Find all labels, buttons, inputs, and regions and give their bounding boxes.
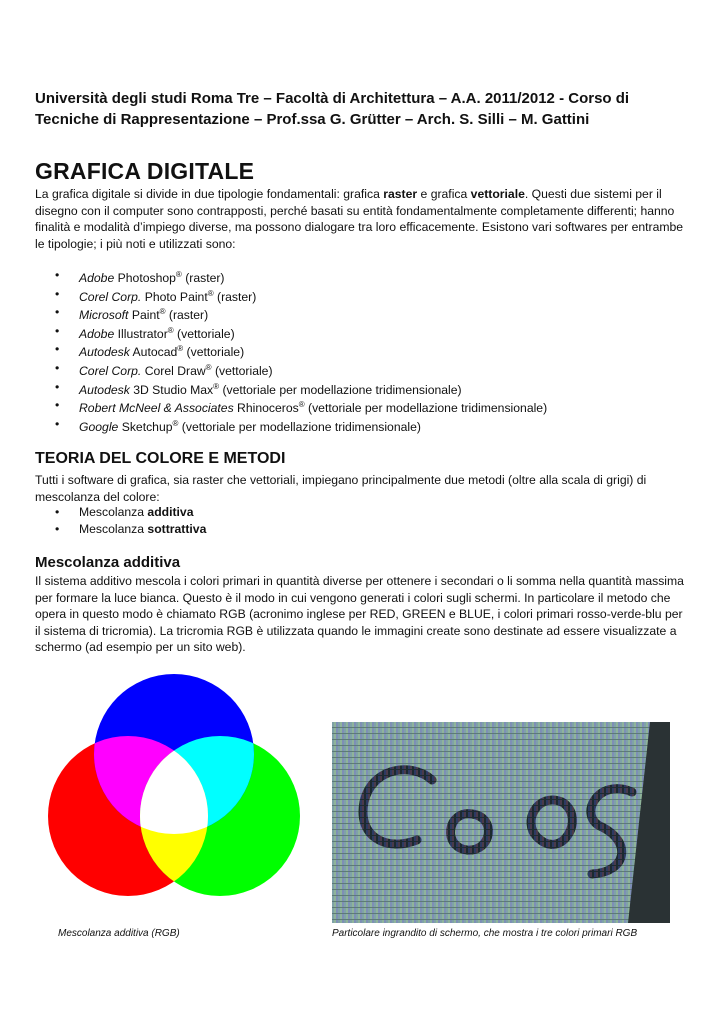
registered-mark: ® <box>207 288 214 298</box>
header-line-2: Tecniche di Rappresentazione – Prof.ssa G. Grütter – Arch. S. Silli – M. Gattini <box>35 111 590 128</box>
header-line-1: Università degli studi Roma Tre – Facoltà di Architettura – A.A. 2011/2012 - Corso di <box>35 90 630 107</box>
software-type: (raster) <box>181 271 225 286</box>
intro-text-1: La grafica digitale si divide in due tipologie fondamentali: grafica <box>35 187 384 201</box>
intro-text-2: e grafica <box>417 187 471 201</box>
list-item <box>35 266 685 285</box>
intro-text-3: . Questi due sistemi per il disegno con il computer sono contrapposti, perché basati su entità fondamentalmente completamente differenti; hanno finalità e modalità d’impiego diverse, ma possono dialogare tra loro efficacemente. Esistono vari softwares per entrambe le tipologie; i più noti e utilizzati sono: <box>35 187 684 251</box>
bullet-icon: • <box>55 505 60 519</box>
list-item <box>35 396 685 415</box>
bullet-icon: • <box>55 286 60 301</box>
software-type: (vettoriale per modellazione tridimensionale) <box>178 419 421 434</box>
software-brand: Adobe <box>79 271 115 286</box>
screen-pixels-photo <box>332 722 670 923</box>
bullet-icon: • <box>55 416 60 431</box>
software-brand: Robert McNeel & Associates <box>79 401 234 416</box>
software-name: Illustrator <box>114 326 168 341</box>
list-item <box>35 322 685 341</box>
software-name: Photoshop <box>114 271 176 286</box>
software-list <box>35 266 685 433</box>
software-name: 3D Studio Max <box>129 382 214 397</box>
software-type: (raster) <box>213 289 257 304</box>
registered-mark: ® <box>205 362 212 372</box>
bullet-icon: • <box>55 342 60 357</box>
bullet-icon: • <box>55 522 60 536</box>
intro-bold-vettoriale: vettoriale <box>470 187 525 201</box>
bullet-icon: • <box>55 305 60 320</box>
list-item <box>35 415 685 434</box>
software-brand: Autodesk <box>79 382 130 397</box>
section-heading-additiva: Mescolanza additiva <box>35 554 181 571</box>
intro-paragraph <box>35 186 685 252</box>
registered-mark: ® <box>213 381 220 391</box>
bullet-icon: • <box>55 398 60 413</box>
software-name: Paint <box>128 308 160 323</box>
software-brand: Microsoft <box>79 308 129 323</box>
list-item <box>35 340 685 359</box>
list-item <box>35 359 685 378</box>
bullet-icon: • <box>55 360 60 375</box>
registered-mark: ® <box>167 325 174 335</box>
bullet-icon: • <box>55 268 60 282</box>
metodi-list <box>35 504 685 538</box>
software-type: (vettoriale per modellazione tridimensionale) <box>219 382 462 397</box>
software-brand: Google <box>79 419 119 434</box>
rgb-venn-diagram <box>48 674 300 918</box>
list-item <box>35 285 685 304</box>
software-brand: Autodesk <box>79 345 130 360</box>
list-item <box>35 303 685 322</box>
list-item <box>35 378 685 397</box>
item-bold: sottrattiva <box>147 522 207 536</box>
software-name: Corel Draw <box>141 364 206 379</box>
item-prefix: Mescolanza <box>79 505 148 519</box>
bullet-icon: • <box>55 323 60 338</box>
software-brand: Adobe <box>79 326 115 341</box>
software-type: (vettoriale per modellazione tridimensionale) <box>304 401 548 416</box>
registered-mark: ® <box>172 418 179 428</box>
software-name: Photo Paint <box>141 289 208 304</box>
registered-mark: ® <box>175 270 182 279</box>
section-heading-teoria: TEORIA DEL COLORE E METODI <box>35 450 286 467</box>
software-type: (vettoriale) <box>211 364 273 379</box>
course-header <box>35 88 690 130</box>
additiva-paragraph: Il sistema additivo mescola i colori primari in quantità diverse per ottenere i secondari o li somma nella quantità massima per formare la luce bianca. Questo è il modo in cui vengono generati i colori sugli schermi. In particolare il metodo che opera in questo modo è chiamato RGB (acronimo inglese per RED, GREEN e BLUE, i colori primari rosso-verde-blu per il sistema di tricromia). La tricromia RGB è utilizzata quando le immagini create sono destinate ad essere visualizzate a schermo (ad esempio per un sito web). <box>35 574 684 655</box>
software-name: Autocad <box>129 345 178 360</box>
teoria-paragraph: Tutti i software di grafica, sia raster che vettoriali, impiegano principalmente due metodi (oltre alla scala di grigi) di mescolanza del colore: <box>35 473 647 504</box>
software-type: (raster) <box>165 308 209 323</box>
software-name: Rhinoceros <box>233 401 299 416</box>
caption-right: Particolare ingrandito di schermo, che mostra i tre colori primari RGB <box>332 928 638 939</box>
pixel-grid <box>332 722 670 923</box>
intro-bold-raster: raster <box>383 187 418 201</box>
caption-left: Mescolanza additiva (RGB) <box>58 928 180 939</box>
list-item <box>35 521 685 538</box>
registered-mark: ® <box>159 307 166 317</box>
list-item <box>35 504 685 521</box>
page-title: GRAFICA DIGITALE <box>35 158 255 184</box>
software-name: Sketchup <box>118 419 173 434</box>
registered-mark: ® <box>177 344 184 354</box>
item-bold: additiva <box>147 505 194 519</box>
item-prefix: Mescolanza <box>79 522 148 536</box>
software-brand: Corel Corp. <box>79 289 142 304</box>
software-brand: Corel Corp. <box>79 364 142 379</box>
software-type: (vettoriale) <box>173 326 235 341</box>
bullet-icon: • <box>55 379 60 394</box>
registered-mark: ® <box>298 400 305 410</box>
software-type: (vettoriale) <box>183 345 245 360</box>
